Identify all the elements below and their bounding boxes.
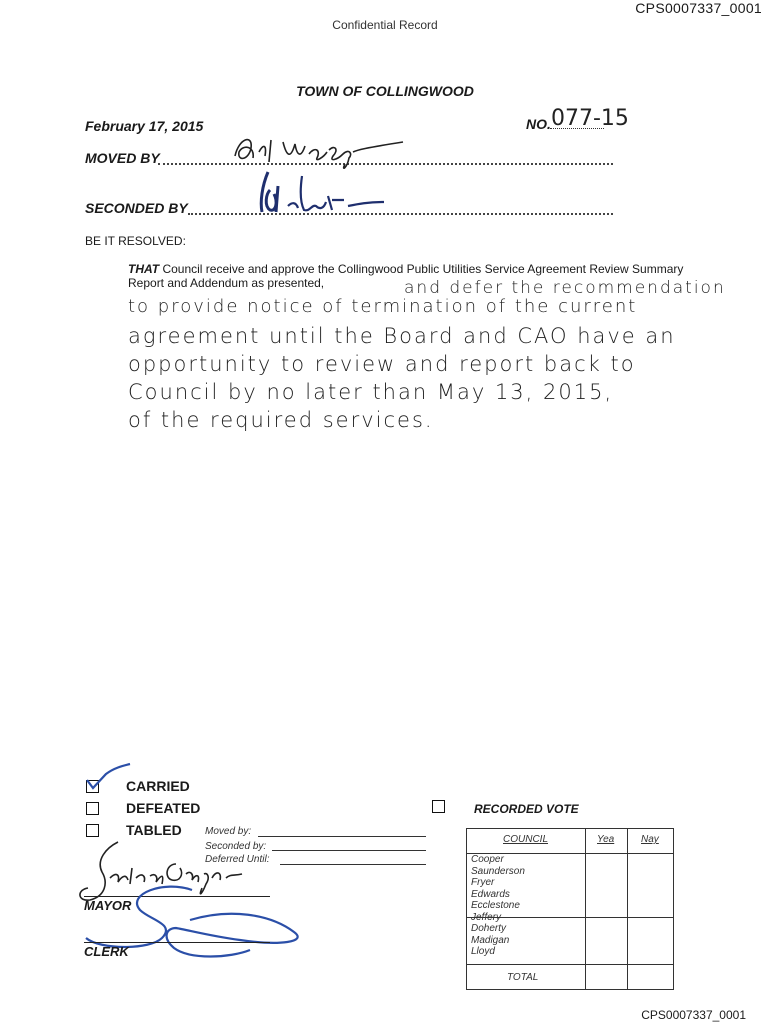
tabled-moved-by-line [258,836,426,837]
resolution-number-label: NO. [526,116,551,132]
council-member: Cooper [471,854,504,865]
recorded-vote-label: RECORDED VOTE [474,802,579,816]
resolution-typed-body: Council receive and approve the Collingwood Public Utilities Service Agreement Review Summary Report and Addendum as presented, [128,262,684,290]
carried-label: CARRIED [126,778,190,794]
handwritten-line: opportunity to review and report back to [128,352,636,376]
seconded-by-label: SECONDED BY [85,200,188,216]
council-member: Ecclestone [471,900,520,911]
resolution-number: 077-15 [551,106,629,131]
handwritten-line: and defer the recommendation [404,278,726,298]
that-keyword: THAT [128,262,160,276]
handwritten-line: Council by no later than May 13, 2015, [128,380,614,404]
handwritten-line: to provide notice of termination of the current [128,296,638,317]
clerk-line [84,942,270,943]
recorded-vote-checkbox[interactable] [432,800,445,813]
council-member: Saunderson [471,865,525,877]
clerk-label: CLERK [84,944,129,959]
tabled-deferred-until-line [280,864,426,865]
council-member: Doherty [471,923,507,934]
moved-by-label: MOVED BY [85,150,160,166]
page-title: TOWN OF COLLINGWOOD [296,83,474,99]
total-divider [467,964,673,965]
mayor-label: MAYOR [84,898,132,913]
defeated-label: DEFEATED [126,800,201,816]
resolution-date: February 17, 2015 [85,118,204,134]
document-id: CPS0007337_0001 [635,0,762,16]
yea-header: Yea [597,834,615,845]
council-member: Jeffery [471,911,502,923]
number-underline [550,128,604,129]
total-label: TOTAL [507,972,539,983]
tabled-deferred-until: Deferred Until: [205,854,270,865]
council-member: Fryer [471,877,495,888]
row-divider [467,917,673,918]
be-it-resolved: BE IT RESOLVED: [85,234,186,248]
tabled-checkbox[interactable] [86,824,99,837]
tabled-label: TABLED [126,822,182,838]
tabled-seconded-by-line [272,850,426,851]
checkmark-icon [84,762,132,792]
nay-header: Nay [641,834,659,845]
council-member: Lloyd [471,946,495,957]
recorded-vote-table [466,828,674,990]
council-member: Edwards [471,888,510,900]
seconder-signature [248,166,388,218]
confidential-label: Confidential Record [332,18,438,32]
tabled-moved-by: Moved by: [205,826,252,837]
council-header: COUNCIL [503,834,549,845]
defeated-checkbox[interactable] [86,802,99,815]
council-member: Madigan [471,934,510,946]
council-members [471,854,525,958]
footer-document-id: CPS0007337_0001 [641,1008,746,1022]
handwritten-line: agreement until the Board and CAO have an [128,324,676,348]
tabled-seconded-by: Seconded by: [205,841,267,852]
handwritten-line: of the required services. [128,408,434,432]
